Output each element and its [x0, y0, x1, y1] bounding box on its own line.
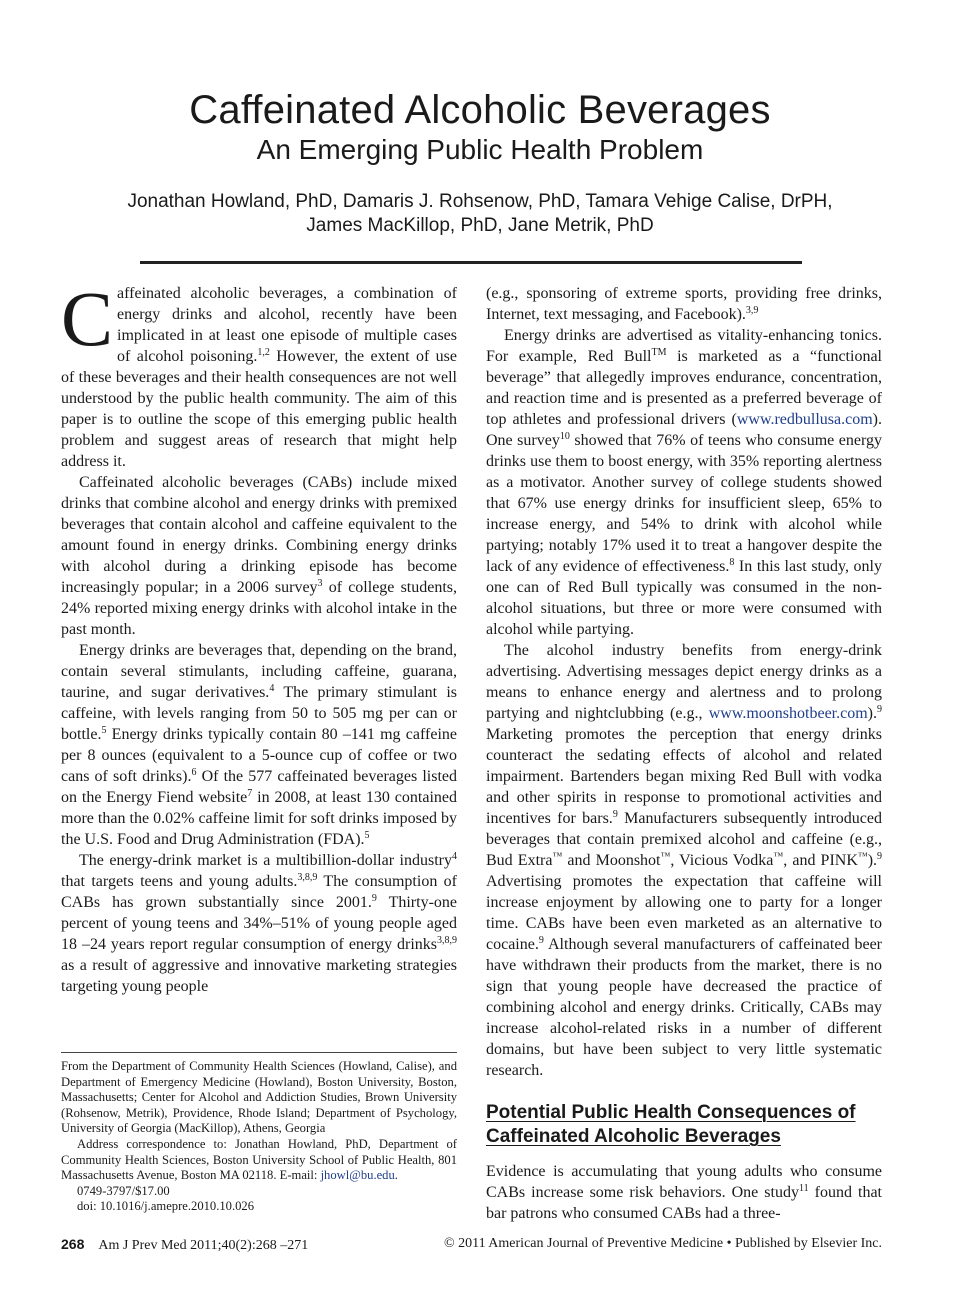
right-column — [486, 283, 882, 1224]
left-column — [61, 275, 458, 997]
reference[interactable]: 1,2 — [257, 347, 270, 358]
body-paragraph: The alcohol industry benefits from energy-drink advertising. Advertising messages depict energy drinks as a means to enhance energy and alertness and to prolong partying and nightclubbing (e.g., www.moonshotbeer.com).$^9$ Marketing promotes the perception that energy drinks counteract the sedating effects of alcohol and related impairment. Bartenders began mixing Red Bull with vodka and other spirits in response to promotional activities and incentives for bars.$^9$ Manufacturers subsequently introduced beverages that contain premixed alcohol and caffeine (e.g., Bud Extra™ and Moonshot™, Vicious Vodka™, and PINK™).$^9$ Advertising promotes the expectation that caffeine will increase enjoyment by allowing one to party for a longer time. CABs have been even marketed as an alternative to cocaine.$^9$ Although several manufacturers of caffeinated beer have withdrawn their products from the market, there is no sign that young people have decreased the practice of combining alcohol and energy drinks. Critically, CABs may increase alcohol-related risks in a number of different domains, but have been subject to very little systematic research. — [486, 642, 883, 1079]
reference[interactable]: 9 — [877, 704, 882, 715]
correspondence-note: Address correspondence to: Jonathan Howland, PhD, Department of Community Health Sciences, Boston University School of Public Health, 801 Massachusetts Avenue, Boston MA 02118. E-mail: jhowl@bu.edu. — [61, 1136, 457, 1183]
reference[interactable]: 5 — [364, 830, 370, 841]
doi: doi: 10.1016/j.amepre.2010.10.026 — [77, 1199, 254, 1214]
reference[interactable]: 3 — [317, 578, 323, 589]
bullet-separator: • — [726, 1236, 732, 1251]
trademark: ™ — [773, 851, 784, 862]
reference[interactable]: 9 — [877, 851, 883, 862]
reference[interactable]: 11 — [798, 1183, 809, 1194]
reference[interactable]: 7 — [247, 788, 253, 799]
body-paragraph: Energy drinks are advertised as vitality-enhancing tonics. For example, Red Bull™ is marketed as a “functional beverage” that allegedly improves endurance, concentration, and reaction time and is presented as a preferred beverage of top athletes and professional drivers (www.redbullusa.com). One survey$^{10}$ showed that 76% of teens who consume energy drinks use them to boost energy, with 35% reporting alertness as a motivator. Another survey of college students showed that 67% use energy drinks for insufficient sleep, 65% to increase energy, and 54% to drink with alcohol while partying; notably 17% used it to treat a hangover despite the lack of any evidence of effectiveness.$^8$ In this last study, only one can of Red Bull typically was consumed in the non-alcohol situations, but three or more were consumed with alcohol while partying. — [486, 327, 883, 638]
reference[interactable]: 10 — [559, 431, 570, 442]
reference[interactable]: 4 — [269, 683, 275, 694]
intro-paragraph: Caffeinated alcoholic beverages, a combination of energy drinks and alcohol, recently have been implicated in at least one episode of multiple cases of alcohol poisoning.$^{1,2}$ However, the extent of use of these beverages and their health consequences are not well understood by the public health community. The aim of this paper is to outline the scope of this emerging public health problem and suggest areas of research that might help address it. — [61, 275, 457, 470]
reference[interactable]: 5 — [101, 725, 107, 736]
reference[interactable]: 9 — [371, 893, 377, 904]
page-number: 268 — [61, 1236, 85, 1252]
body-paragraph: (e.g., sponsoring of extreme sports, providing free drinks, Internet, text messaging, and Facebook).$^{3,9}$ — [486, 285, 882, 323]
body-paragraph: The energy-drink market is a multibillion-dollar industry$^4$ that targets teens and young adults.$^{3,8,9}$ The consumption of CABs has grown substantially since 2001.$^9$ Thirty-one percent of young teens and 34%–51% of young people aged 18 –24 years report regular consumption of energy drinks$^{3,8,9}$ as a result of aggressive and innovative marketing strategies targeting young people — [61, 851, 457, 995]
journal-citation: Am J Prev Med 2011;40(2):268 –271 — [98, 1238, 309, 1253]
reference[interactable]: 8 — [729, 557, 735, 568]
author-line-1: Jonathan Howland, PhD, Damaris J. Rohsenow, PhD, Tamara Vehige Calise, DrPH, — [127, 191, 833, 212]
author-line-2: James MacKillop, PhD, Jane Metrik, PhD — [306, 215, 654, 236]
article-subtitle: An Emerging Public Health Problem — [256, 134, 704, 165]
reference[interactable]: 3,8,9 — [437, 935, 457, 946]
body-paragraph: Caffeinated alcoholic beverages (CABs) include mixed drinks that combine alcohol and energy drinks with premixed beverages that contain alcohol and caffeine equivalent to the amount found in energy drinks. Combining energy drinks with alcohol during a drinking episode has become increasingly popular; in a 2006 survey$^3$ of college students, 24% reported mixing energy drinks with alcohol intake in the past month. — [61, 474, 458, 638]
reference[interactable]: 4 — [452, 851, 457, 862]
trademark: ™ — [660, 851, 671, 862]
footnotes — [61, 1059, 457, 1215]
reference[interactable]: 6 — [191, 767, 197, 778]
section-heading: Potential Public Health Consequences of Caffeinated Alcoholic Beverages — [486, 1102, 856, 1147]
redbull-link[interactable]: www.redbullusa.com — [736, 411, 873, 428]
drop-cap: C — [61, 275, 114, 362]
footer-right — [444, 1236, 882, 1252]
footer-left — [61, 1236, 308, 1254]
trademark: TM — [651, 347, 667, 358]
body-paragraph: Energy drinks are beverages that, depending on the brand, contain several stimulants, including caffeine, guarana, taurine, and sugar derivatives.$^4$ The primary stimulant is caffeine, with levels ranging from 50 to 505 mg per can or bottle.$^5$ Energy drinks typically contain 80 –141 mg caffeine per 8 ounces (equivalent to a 5-ounce cup of coffee or two cans of soft drinks).$^6$ Of the 577 caffeinated beverages listed on the Energy Fiend website$^7$ in 2008, at least 130 contained more than the 0.02% caffeine limit for soft drinks imposed by the U.S. Food and Drug Administration (FDA).$^5$ — [61, 642, 458, 848]
trademark: ™ — [552, 851, 563, 862]
body-paragraph: Evidence is accumulating that young adults who consume CABs increase some risk behaviors. One study$^{11}$ found that bar patrons who consumed CABs had a three- — [486, 1163, 882, 1222]
reference[interactable]: 9 — [612, 809, 618, 820]
publisher: Published by Elsevier Inc. — [735, 1236, 882, 1251]
reference[interactable]: 3,9 — [745, 305, 759, 316]
author-list — [60, 190, 900, 238]
reference[interactable]: 3,8,9 — [297, 872, 318, 883]
issn: 0749-3797/$17.00 — [77, 1183, 170, 1198]
email-link[interactable]: jhowl@bu.edu — [320, 1168, 395, 1183]
copyright: © 2011 American Journal of Preventive Medicine — [443, 1236, 724, 1251]
moonshot-link[interactable]: www.moonshotbeer.com — [708, 705, 868, 722]
reference[interactable]: 9 — [538, 935, 544, 946]
article-title: Caffeinated Alcoholic Beverages — [189, 88, 771, 132]
title-divider — [140, 261, 802, 264]
affiliation-note: From the Department of Community Health Sciences (Howland, Calise), and Department of Emergency Medicine (Howland), Boston University, Boston, Massachusetts; Center for Alcohol and Addiction Studies, Brown University (Rohsenow, Metrik), Providence, Rhode Island; Department of Psychology, University of Georgia (MacKillop), Athens, Georgia — [61, 1059, 457, 1136]
trademark: ™ — [857, 851, 868, 862]
footnote-divider — [61, 1052, 457, 1053]
